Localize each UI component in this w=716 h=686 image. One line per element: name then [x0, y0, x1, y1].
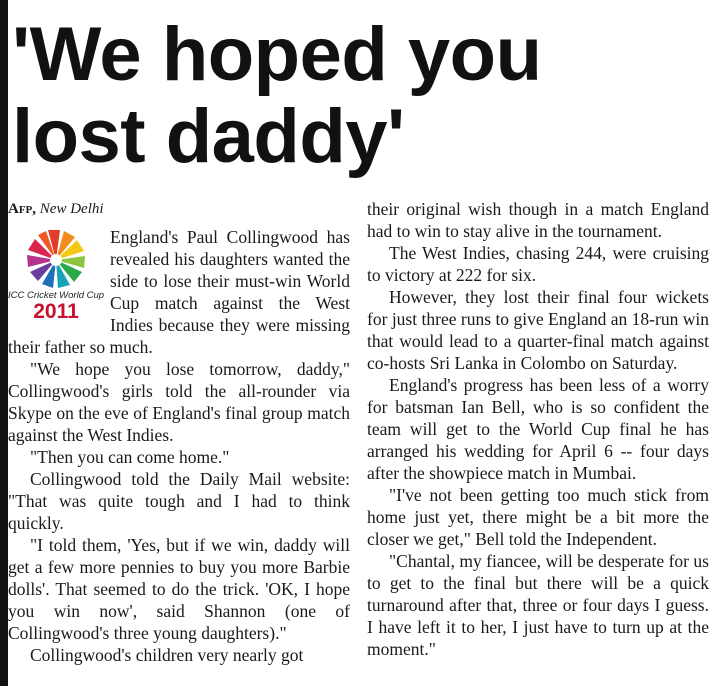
paragraph: England's progress has been less of a worry for batsman Ian Bell, who is so confident the team will get to the World Cup final he has arranged his wedding for April 6 -- four days after the showpiece match in Mumbai. — [367, 375, 709, 483]
headline — [12, 14, 702, 178]
world-cup-emblem-icon — [22, 226, 90, 290]
paragraph: However, they lost their final four wickets for just three runs to give England an 18-run win that would lead to a quarter-final match against co-hosts Sri Lanka in Colombo on Saturday. — [367, 287, 709, 373]
byline-agency: Afp, — [8, 201, 37, 217]
headline-line-1: 'We hoped you — [12, 12, 542, 97]
paragraph: "Chantal, my fiancee, will be desperate for us to get to the final but there will be a quick turnaround after that, three or four days I guess. I have left it to her, I just have to turn up at the moment." — [367, 551, 709, 659]
logo-label: ICC Cricket World Cup — [7, 290, 105, 301]
paragraph: Collingwood's children very nearly got — [30, 645, 304, 665]
paragraph: Collingwood told the Daily Mail website: "That was quite tough and I had to think quickly. — [8, 469, 350, 533]
left-margin-bar — [0, 0, 8, 686]
paragraph: England's Paul Collingwood has revealed his daughters wanted the side to lose their must-win World Cup match against the West Indies because they were missing their father so much. — [8, 227, 350, 357]
paragraph: "We hope you lose tomorrow, daddy," Collingwood's girls told the all-rounder via Skype on the eve of England's final group match against the West Indies. — [8, 359, 350, 445]
article-column-1 — [8, 198, 350, 666]
world-cup-logo — [8, 226, 104, 326]
paragraph: "I've not been getting too much stick from home just yet, there might be a bit more the closer we get," Bell told the Independent. — [367, 485, 709, 549]
byline — [8, 198, 350, 220]
article-column-2 — [367, 198, 709, 660]
paragraph: their original wish though in a match England had to win to stay alive in the tournament. — [367, 199, 709, 241]
paragraph: The West Indies, chasing 244, were cruising to victory at 222 for six. — [367, 243, 709, 285]
byline-place: New Delhi — [39, 201, 104, 217]
paragraph: "I told them, 'Yes, but if we win, daddy will get a few more pennies to buy you more Barbie dolls'. That seemed to do the trick. 'OK, I hope you win now', said Shannon (one of Collingwood's three young daughters)." — [8, 535, 350, 643]
headline-line-2: lost daddy' — [12, 94, 405, 179]
logo-year: 2011 — [33, 300, 79, 323]
paragraph: "Then you can come home." — [30, 447, 230, 467]
